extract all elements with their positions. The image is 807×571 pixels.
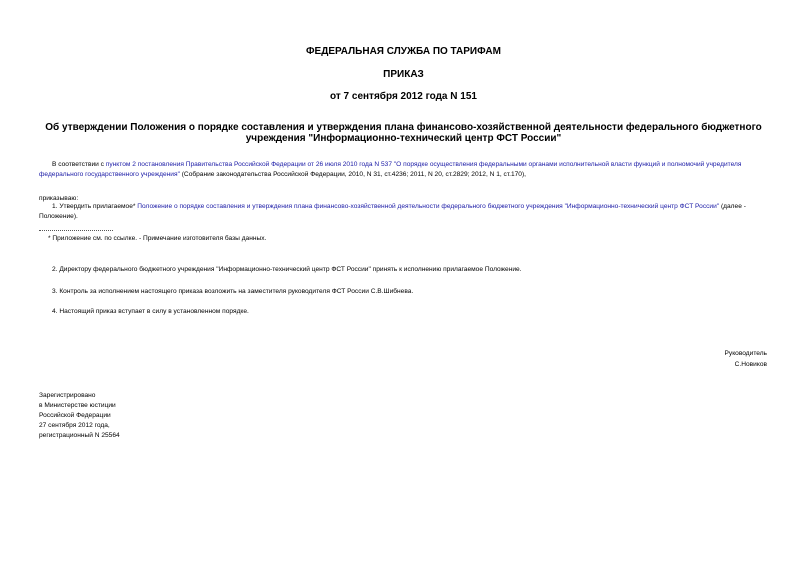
preamble-prefix: В соответствии с: [52, 161, 106, 168]
item-1-prefix: 1. Утвердить прилагаемое*: [52, 203, 138, 210]
regulation-link[interactable]: Положение о порядке составления и утверждения плана финансово-хозяйственной деятельности федерального бюджетного учреждения "Информационно-технический центр ФСТ России": [137, 203, 720, 210]
registration-line-2: в Министерстве юстиции: [39, 402, 116, 409]
preamble-suffix: (Собрание законодательства Российской Федерации, 2010, N 31, ст.4236; 2011, N 20, ст.2829; 2012, N 1, ст.170),: [179, 171, 526, 178]
registration-block: [39, 391, 120, 441]
order-word: приказываю:: [39, 195, 79, 202]
registration-line-1: Зарегистрировано: [39, 392, 96, 399]
item-1-suffix: (далее - Положение).: [39, 203, 746, 220]
registration-line-5: регистрационный N 25564: [39, 432, 120, 439]
item-2: 2. Директору федерального бюджетного учреждения "Информационно-технический центр ФСТ России" принять к исполнению прилагаемое Положение.: [52, 266, 522, 273]
signature-block: [725, 348, 767, 370]
signer-position: Руководитель: [724, 350, 767, 357]
item-1: [39, 202, 772, 222]
preamble-paragraph: [39, 160, 772, 180]
agency-heading: ФЕДЕРАЛЬНАЯ СЛУЖБА ПО ТАРИФАМ: [306, 46, 501, 57]
registration-line-3: Российской Федерации: [39, 412, 111, 419]
doc-type-heading: ПРИКАЗ: [383, 69, 424, 80]
item-3: 3. Контроль за исполнением настоящего приказа возложить на заместителя руководителя ФСТ России С.В.Шибнева.: [52, 288, 414, 295]
document-title: Об утверждении Положения о порядке составления и утверждения плана финансово-хозяйственной деятельности федерального бюджетного учреждения "Информационно-технический центр ФСТ России": [45, 122, 762, 144]
footnote-divider: [39, 230, 113, 231]
item-4: 4. Настоящий приказ вступает в силу в установленном порядке.: [52, 308, 249, 315]
date-number-heading: от 7 сентября 2012 года N 151: [330, 91, 477, 102]
government-decree-link[interactable]: пунктом 2 постановления Правительства Российской Федерации от 26 июля 2010 года N 537 "О порядке осуществления федеральными органами исполнительной власти функций и полномочий учредителя федерального государственного учреждения": [39, 161, 742, 178]
registration-line-4: 27 сентября 2012 года,: [39, 422, 110, 429]
footnote: * Приложение см. по ссылке. - Примечание изготовителя базы данных.: [48, 235, 267, 242]
signer-name: С.Новиков: [734, 361, 767, 368]
